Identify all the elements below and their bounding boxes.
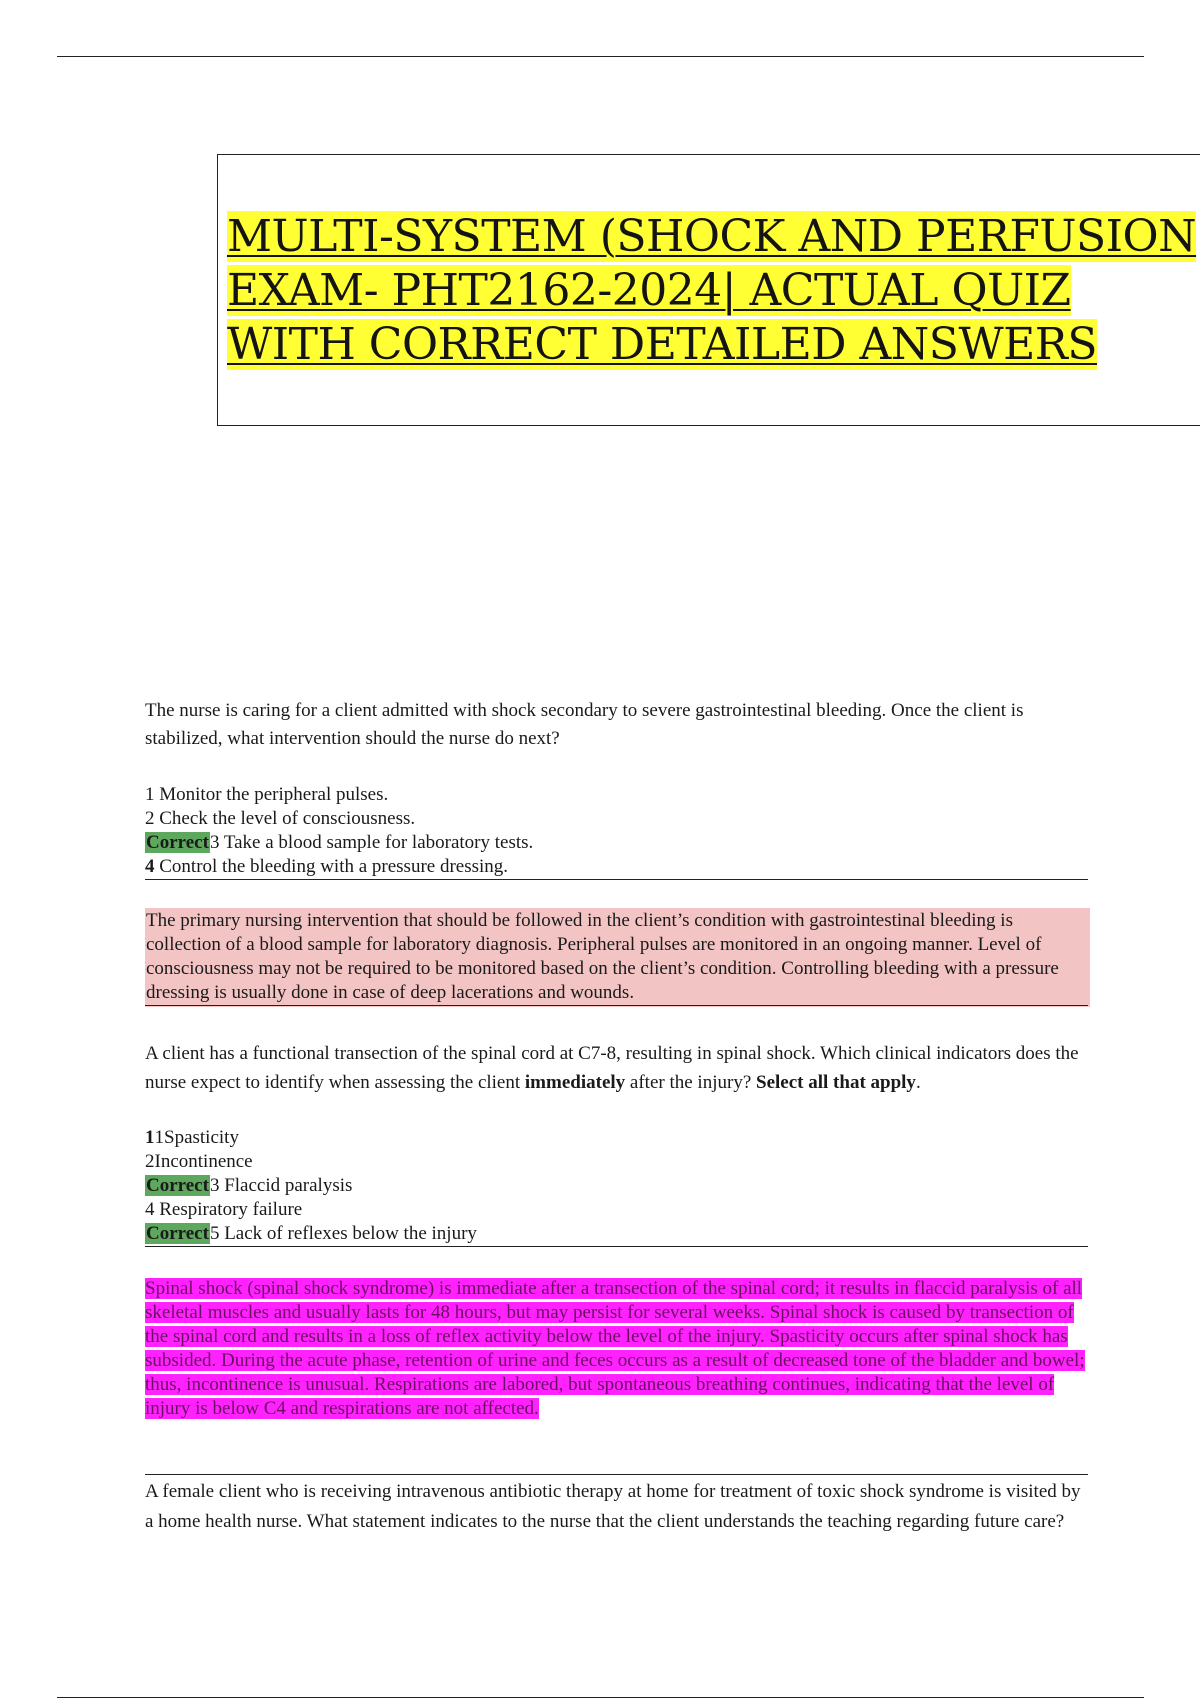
q1-option-2: 2 Check the level of consciousness. xyxy=(145,808,416,829)
correct-tag: Correct xyxy=(146,1175,209,1196)
bottom-rule xyxy=(57,1697,1144,1698)
q1-options-rule xyxy=(145,879,1088,880)
q2-option-5: Correct5 Lack of reflexes below the injury xyxy=(146,1223,477,1244)
question-2-explanation: Spinal shock (spinal shock syndrome) is immediate after a transection of the spinal cord; it results in flaccid paralysis of all skeletal muscles and usually lasts for 48 hours, but may persist for several weeks. Spinal shock is caused by transection of the spinal cord and results in a loss of reflex activity below the level of the injury. Spasticity occurs after spinal shock has subsided. During the acute phase, retention of urine and feces occurs as a result of decreased tone of the bladder and bowel; thus, incontinence is unusual. Respirations are labored, but spontaneous breathing continues, indicating that the level of injury is below C4 and respirations are not affected. xyxy=(145,1278,1085,1419)
correct-tag: Correct xyxy=(146,1223,209,1244)
question-2-stem: A client has a functional transection of the spinal cord at C7-8, resulting in spinal shock. Which clinical indicators does the nurse expect to identify when assessing the client immediately after the injury? Select all that apply. xyxy=(145,1043,1079,1093)
q2-option-4: 4 Respiratory failure xyxy=(145,1199,303,1220)
top-rule xyxy=(57,56,1144,57)
q2-option-3: Correct3 Flaccid paralysis xyxy=(146,1175,353,1196)
question-1-options xyxy=(145,783,1090,879)
question-3-stem: A female client who is receiving intravenous antibiotic therapy at home for treatment of toxic shock syndrome is visited by a home health nurse. What statement indicates to the nurse that the client understands the teaching regarding future care? xyxy=(145,1481,1081,1532)
question-1-explanation: The primary nursing intervention that should be followed in the client’s condition with gastrointestinal bleeding is collection of a blood sample for laboratory diagnosis. Peripheral pulses are monitored in an ongoing manner. Level of consciousness may not be required to be monitored based on the client’s condition. Controlling bleeding with a pressure dressing is usually done in case of deep lacerations and wounds. xyxy=(145,908,1090,1007)
q2-options-rule xyxy=(145,1246,1088,1247)
page-title: MULTI-SYSTEM (SHOCK AND PERFUSION EXAM- PHT2162-2024| ACTUAL QUIZ WITH CORRECT DETAILED ANSWERS xyxy=(227,211,1197,370)
question-2-options xyxy=(145,1126,1090,1246)
question-1-stem: The nurse is caring for a client admitted with shock secondary to severe gastrointestinal bleeding. Once the client is stabilized, what intervention should the nurse do next? xyxy=(145,700,1024,749)
q1-explanation-rule xyxy=(145,1005,1088,1006)
q1-option-3: Correct3 Take a blood sample for laboratory tests. xyxy=(146,832,534,853)
q1-option-4: 4 Control the bleeding with a pressure dressing. xyxy=(145,856,509,877)
correct-tag: Correct xyxy=(146,832,209,853)
q1-option-1: 1 Monitor the peripheral pulses. xyxy=(145,784,389,805)
q2-option-2: 2Incontinence xyxy=(145,1151,253,1172)
q2-option-1: 11Spasticity xyxy=(145,1127,239,1148)
q2-explanation-rule xyxy=(145,1474,1088,1475)
